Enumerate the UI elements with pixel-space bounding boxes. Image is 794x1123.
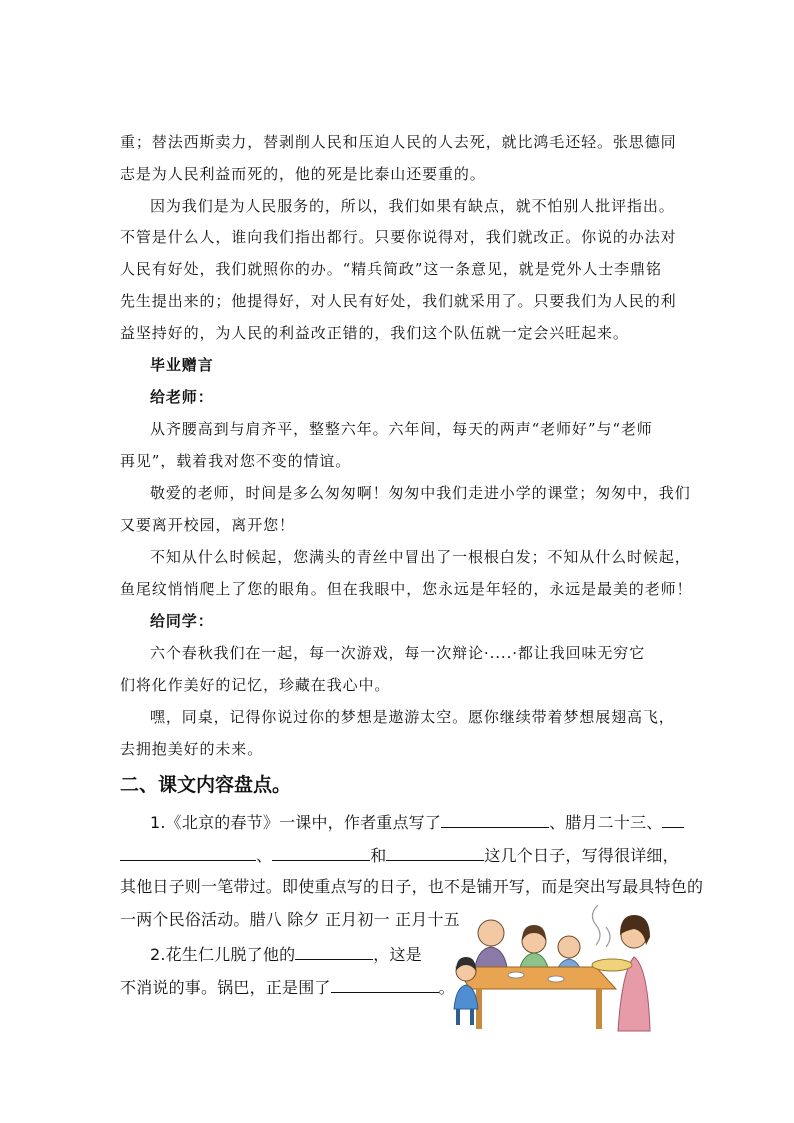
q1-blank-2[interactable] [120,843,256,861]
question-1-line2 [120,843,679,867]
question-2-line2 [120,975,455,999]
bowl-icon [548,976,564,982]
child-leg [470,1009,474,1025]
teacher-p2-line2: 又要离开校园，离开您！ [120,516,295,534]
family-dinner-illustration [446,905,664,1033]
q2-blank-2[interactable] [331,975,439,993]
q1-blank-1[interactable] [441,810,549,828]
q1-text-a: 1.《北京的春节》一课中，作者重点写了 [150,813,442,832]
q1-text-c: 、 [256,846,273,865]
classmate-p1-line2: 们将化作美好的记忆，珍藏在我心中。 [120,676,391,694]
question-1-line3: 其他日子则一笔带过。即使重点写的日子，也不是铺开写，而是突出写最具特色的 [120,877,704,896]
child-leg [456,1009,460,1025]
passage-p2-line2: 不管是什么人，谁向我们指出都行。只要你说得对，我们就改正。你说的办法对 [120,228,677,246]
passage-p2-line5: 益坚持好的，为人民的利益改正错的，我们这个队伍就一定会兴旺起来。 [120,324,629,342]
q2-text-d: 。 [438,978,455,997]
q1-blank-2-start[interactable] [662,810,684,828]
passage-p2-line1: 因为我们是为人民服务的，所以，我们如果有缺点，就不怕别人批评指出。 [150,197,675,215]
teacher-heading: 给老师： [150,388,214,406]
classmate-p2-line1: 嘿，同桌，记得你说过你的梦想是遨游太空。愿你继续带着梦想展翅高飞， [150,708,675,726]
steam-icon [606,927,610,947]
teacher-p1-line2: 再见”，载着我对您不变的情谊。 [120,452,352,470]
teacher-p2-line1: 敬爱的老师，时间是多么匆匆啊！匆匆中我们走进小学的课堂；匆匆中，我们 [150,484,691,502]
classmate-p2-line2: 去拥抱美好的未来。 [120,740,264,758]
passage-p1-line1: 重；替法西斯卖力，替剥削人民和压迫人民的人去死，就比鸿毛还轻。张思德同 [120,133,677,151]
teacher-p3-line1: 不知从什么时候起，您满头的青丝中冒出了一根根白发；不知从什么时候起， [150,548,691,566]
table-leg [596,989,602,1029]
steam-icon [592,905,600,945]
passage-p2-line4: 先生提出来的；他提得好，对人民有好处，我们就采用了。只要我们为人民的利 [120,292,677,310]
table [456,967,616,989]
passage-p2-line3: 人民有好处，我们就照你的办。“精兵简政”这一条意见，就是党外人士李鼎铭 [120,260,662,278]
q2-text-b: ，这是 [373,945,422,964]
teacher-p3-line2: 鱼尾纹悄悄爬上了您的眼角。但在我眼中，您永远是年轻的，永远是最美的老师！ [120,580,693,598]
bowl-icon [508,972,524,978]
grandpa-head [478,920,504,946]
q1-blank-4[interactable] [386,843,484,861]
question-1-line4: 一两个民俗活动。腊八 除夕 正月初一 正月十五 [120,910,460,929]
father-head [558,936,580,958]
q1-blank-3[interactable] [272,843,370,861]
classmate-heading: 给同学： [150,612,214,630]
q2-blank-1[interactable] [295,942,373,960]
question-2-line1 [150,942,422,966]
section2-heading: 二、课文内容盘点。 [120,774,292,796]
passage-p1-line2: 志是为人民利益而死的，他的死是比泰山还要重的。 [120,165,486,183]
q1-text-d: 和 [370,846,387,865]
q1-text-e: 这几个日子，写得很详细， [484,846,679,865]
classmate-p1-line1: 六个春秋我们在一起，每一次游戏，每一次辩论·....·都让我回味无穷它 [150,644,646,662]
question-1-line1 [150,810,684,834]
q1-text-b: 、腊月二十三、 [549,813,663,832]
q2-text-a: 2.花生仁儿脱了他的 [150,945,296,964]
q2-text-c: 不消说的事。锅巴，正是围了 [120,978,331,997]
teacher-p1-line1: 从齐腰高到与肩齐平，整整六年。六年间，每天的两声“老师好”与“老师 [150,420,653,438]
plate-of-guoba-icon [592,959,632,971]
farewell-title: 毕业赠言 [150,356,214,374]
